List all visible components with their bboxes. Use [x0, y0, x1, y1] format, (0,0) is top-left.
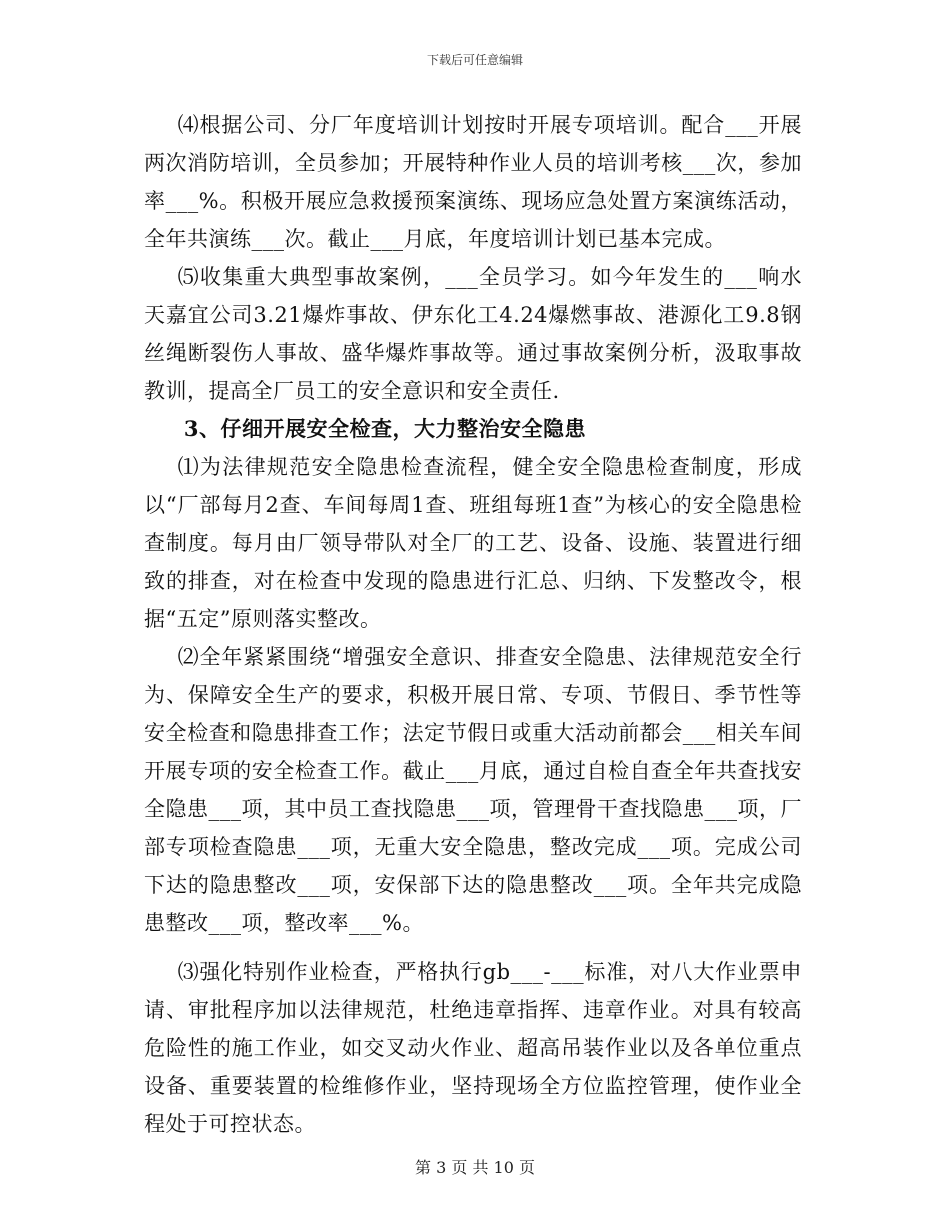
paragraph-inspection-system: ⑴为法律规范安全隐患检查流程，健全安全隐患检查制度，形成以“厂部每月2查、车间每周1查、班组每班1查”为核心的安全隐患检查制度。每月由厂领导带队对全厂的工艺、设备、设施、装置进行细致的排查，对在检查中发现的隐患进行汇总、归纳、下发整改令，根据“五定”原则落实整改。: [144, 455, 802, 631]
page-number: 第 3 页 共 10 页: [415, 1158, 535, 1177]
paragraph-training: ⑷根据公司、分厂年度培训计划按时开展专项培训。配合___开展两次消防培训，全员参加；开展特种作业人员的培训考核___次，参加率___%。积极开展应急救援预案演练、现场应急处置方案演练活动，全年共演练___次。截止___月底，年度培训计划已基本完成。: [144, 113, 802, 251]
page-header: [0, 52, 950, 68]
paragraph-special-operations: ⑶强化特别作业检查，严格执行gb___-___标准，对八大作业票申请、审批程序加以法律规范，杜绝违章指挥、违章作业。对具有较高危险性的施工作业，如交叉动火作业、超高吊装作业以及各单位重点设备、重要装置的检维修作业，坚持现场全方位监控管理，使作业全程处于可控状态。: [144, 960, 802, 1136]
document-body: [144, 106, 802, 1143]
header-note: 下载后可任意编辑: [426, 53, 523, 67]
section-heading-safety-inspection: 3、仔细开展安全检查，大力整治安全隐患: [183, 416, 587, 441]
page-footer: [0, 1158, 950, 1178]
paragraph-accident-cases: ⑸收集重大典型事故案例，___全员学习。如今年发生的___响水天嘉宜公司3.21爆炸事故、伊东化工4.24爆燃事故、港源化工9.8钢丝绳断裂伤人事故、盛华爆炸事故等。通过事故案例分析，汲取事故教训，提高全厂员工的安全意识和安全责任.: [144, 265, 802, 403]
paragraph-annual-inspection: ⑵全年紧紧围绕“增强安全意识、排查安全隐患、法律规范安全行为、保障安全生产的要求，积极开展日常、专项、节假日、季节性等安全检查和隐患排查工作；法定节假日或重大活动前都会___相关车间开展专项的安全检查工作。截止___月底，通过自检自查全年共查找安全隐患___项，其中员工查找隐患___项，管理骨干查找隐患___项，厂部专项检查隐患___项，无重大安全隐患，整改完成___项。完成公司下达的隐患整改___项，安保部下达的隐患整改___项。全年共完成隐患整改___项，整改率___%。: [144, 645, 802, 935]
